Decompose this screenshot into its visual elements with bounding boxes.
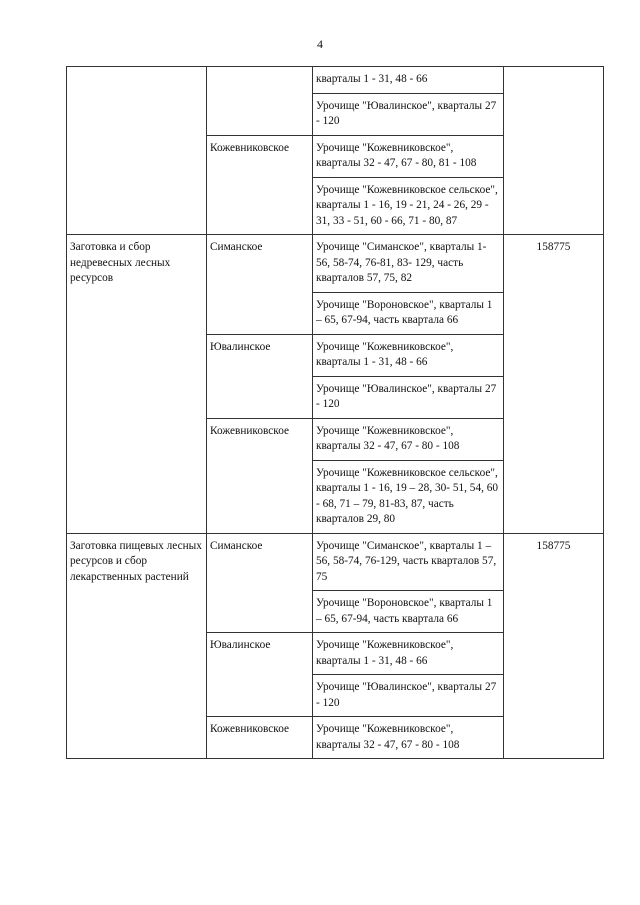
tract-cell: Урочище "Кожевниковское", кварталы 32 - 47, 67 - 80 - 108: [313, 418, 504, 460]
tract-cell: Урочище "Симанское", кварталы 1 – 56, 58-74, 76-129, часть кварталов 57, 75: [313, 533, 504, 591]
tract-cell: Урочище "Симанское", кварталы 1-56, 58-74, 76-81, 83- 129, часть кварталов 57, 75, 82: [313, 235, 504, 293]
forestry-cell: Симанское: [207, 533, 313, 633]
activity-cell: Заготовка пищевых лесных ресурсов и сбор лекарственных растений: [67, 533, 207, 759]
forestry-cell: Кожевниковское: [207, 717, 313, 759]
tract-cell: Урочище "Ювалинское", кварталы 27 - 120: [313, 93, 504, 135]
tract-cell: Урочище "Вороновское", кварталы 1 – 65, 67-94, часть квартала 66: [313, 292, 504, 334]
forestry-cell: Кожевниковское: [207, 418, 313, 533]
tract-cell: Урочище "Кожевниковское сельское", кварталы 1 - 16, 19 - 21, 24 - 26, 29 - 31, 33 - 51, 60 - 66, 71 - 80, 87: [313, 177, 504, 235]
tract-cell: Урочище "Кожевниковское", кварталы 1 - 31, 48 - 66: [313, 334, 504, 376]
area-cell: 158775: [504, 235, 604, 534]
forest-resources-table: [66, 66, 604, 759]
tract-cell: Урочище "Вороновское", кварталы 1 – 65, 67-94, часть квартала 66: [313, 591, 504, 633]
forestry-cell: Симанское: [207, 235, 313, 335]
table-row: [67, 67, 604, 94]
tract-cell: Урочище "Кожевниковское сельское", кварталы 1 - 16, 19 – 28, 30- 51, 54, 60 - 68, 71 – 79, 81-83, 87, часть кварталов 29, 80: [313, 460, 504, 533]
forestry-cell: [207, 67, 313, 136]
activity-cell: [67, 67, 207, 235]
tract-cell: Урочище "Кожевниковское", кварталы 32 - 47, 67 - 80, 81 - 108: [313, 135, 504, 177]
forestry-cell: Кожевниковское: [207, 135, 313, 235]
table-row: [67, 533, 604, 591]
table-row: [67, 235, 604, 293]
tract-cell: Урочище "Кожевниковское", кварталы 32 - 47, 67 - 80 - 108: [313, 717, 504, 759]
page-number: 4: [317, 37, 323, 51]
forestry-cell: Ювалинское: [207, 334, 313, 418]
area-cell: 158775: [504, 533, 604, 759]
tract-cell: кварталы 1 - 31, 48 - 66: [313, 67, 504, 94]
tract-cell: Урочище "Ювалинское", кварталы 27 - 120: [313, 675, 504, 717]
tract-cell: Урочище "Кожевниковское", кварталы 1 - 31, 48 - 66: [313, 633, 504, 675]
activity-cell: Заготовка и сбор недревесных лесных ресурсов: [67, 235, 207, 534]
forestry-cell: Ювалинское: [207, 633, 313, 717]
area-cell: [504, 67, 604, 235]
tract-cell: Урочище "Ювалинское", кварталы 27 - 120: [313, 376, 504, 418]
